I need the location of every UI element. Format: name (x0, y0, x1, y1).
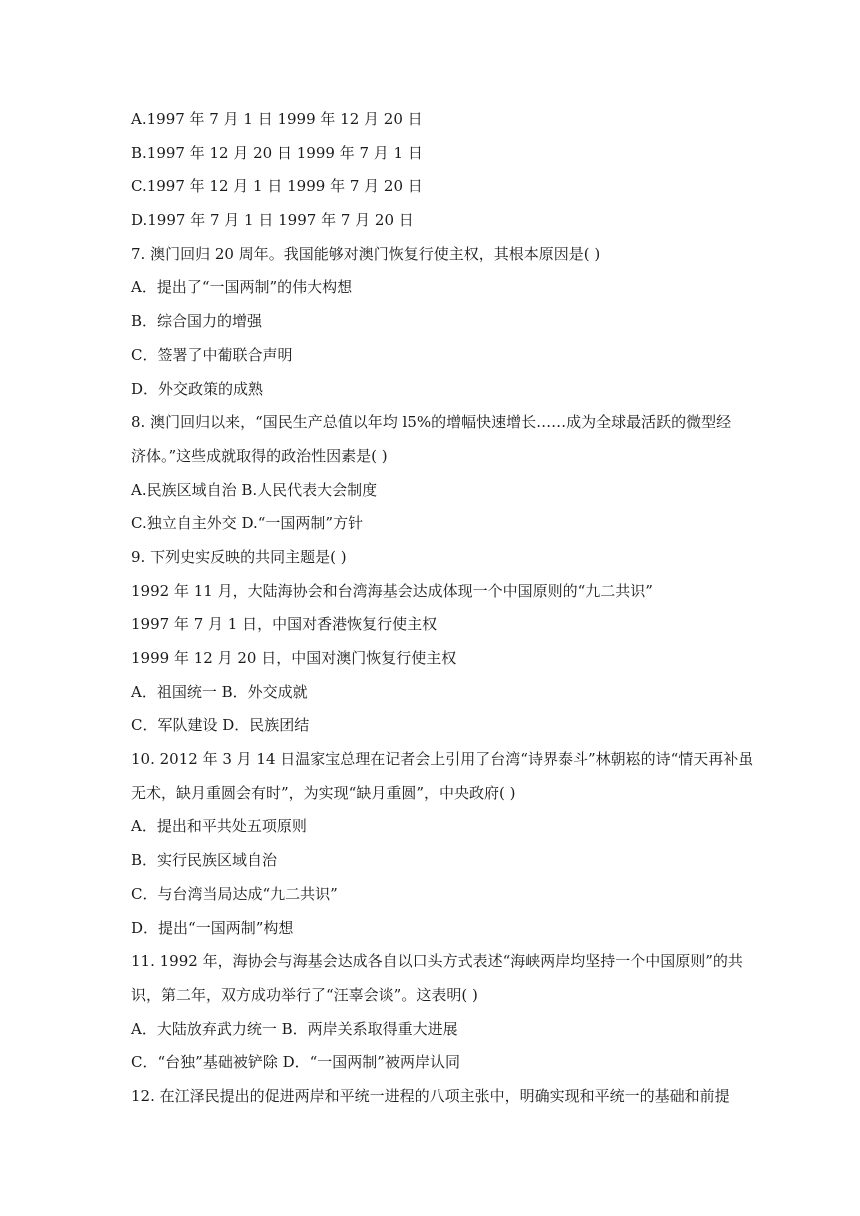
options-cd-q11: C．“台独”基础被铲除 D．“一国两制”被两岸认同 (131, 1053, 460, 1072)
options-ab-q11: A．大陆放弃武力统一 B．两岸关系取得重大进展 (131, 1019, 458, 1038)
option-c-q10: C．与台湾当局达成“九二共识” (131, 884, 338, 903)
document-page (131, 103, 754, 1114)
option-b-q6: B.1997 年 12 月 20 日 1999 年 7 月 1 日 (131, 143, 423, 162)
question-7: 7. 澳门回归 20 周年。我国能够对澳门恢复行使主权，其根本原因是( ) (131, 244, 601, 263)
option-b-q7: B．综合国力的增强 (131, 312, 263, 331)
option-c-q7: C．签署了中葡联合声明 (131, 345, 293, 364)
question-8-line-1: 8. 澳门回归以来，“国民生产总值以年均 l5%的增幅快速增长……成为全球最活跃的微型经 (131, 413, 732, 432)
option-d-q6: D.1997 年 7 月 1 日 1997 年 7 月 20 日 (131, 211, 414, 230)
option-b-q10: B．实行民族区域自治 (131, 851, 278, 870)
options-cd-q8: C.独立自主外交 D.“一国两制”方针 (131, 514, 364, 533)
options-cd-q9: C．军队建设 D．民族团结 (131, 716, 310, 735)
question-10-line-1: 10. 2012 年 3 月 14 日温家宝总理在记者会上引用了台湾“诗界泰斗”林朝崧的诗“情天再补虽 (131, 750, 754, 769)
question-11-line-2: 识，第二年，双方成功举行了“汪辜会谈”。这表明( ) (131, 985, 478, 1004)
question-9: 9. 下列史实反映的共同主题是( ) (131, 547, 347, 566)
option-d-q10: D．提出“一国两制”构想 (131, 918, 294, 937)
fact-1-q9: 1992 年 11 月，大陆海协会和台湾海基会达成体现一个中国原则的“九二共识” (131, 581, 653, 600)
fact-2-q9: 1997 年 7 月 1 日，中国对香港恢复行使主权 (131, 615, 438, 634)
question-12-line-1: 12. 在江泽民提出的促进两岸和平统一进程的八项主张中，明确实现和平统一的基础和前提 (131, 1086, 730, 1105)
option-a-q7: A．提出了“一国两制”的伟大构想 (131, 278, 353, 297)
question-10-line-2: 无术，缺月重圆会有时”，为实现“缺月重圆”，中央政府( ) (131, 783, 516, 802)
options-ab-q9: A．祖国统一 B．外交成就 (131, 682, 308, 701)
option-d-q7: D．外交政策的成熟 (131, 379, 264, 398)
option-a-q6: A.1997 年 7 月 1 日 1999 年 12 月 20 日 (131, 110, 423, 128)
question-8-line-2: 济体。”这些成就取得的政治性因素是( ) (131, 446, 388, 465)
question-11-line-1: 11. 1992 年，海协会与海基会达成各自以口头方式表述“海峡两岸均坚持一个中国原则”的共 (131, 952, 743, 971)
fact-3-q9: 1999 年 12 月 20 日，中国对澳门恢复行使主权 (131, 649, 457, 667)
options-ab-q8: A.民族区域自治 B.人民代表大会制度 (131, 480, 378, 499)
option-a-q10: A．提出和平共处五项原则 (131, 817, 307, 836)
option-c-q6: C.1997 年 12 月 1 日 1999 年 7 月 20 日 (131, 177, 423, 196)
